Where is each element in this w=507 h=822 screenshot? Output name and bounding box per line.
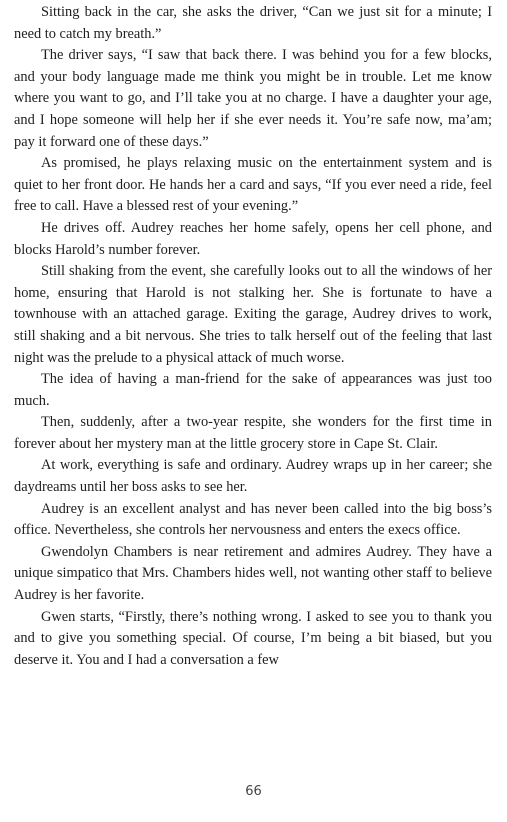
paragraph-6: The idea of having a man-friend for the sake of appearances was just too much. [14,371,492,409]
paragraph-7: Then, suddenly, after a two-year respite, she wonders for the first time in forever about her mystery man at the little grocery store in Cape St. Clair. [14,414,492,452]
paragraph-9: Audrey is an excellent analyst and has never been called into the big boss’s office. Nevertheless, she controls her nervousness and enters the execs office. [14,500,492,539]
paragraph-2: The driver says, “I saw that back there. I was behind you for a few blocks, and your body language made me think you might be in trouble. Let me know where you want to go, and I’ll take you at no charge. I have a daughter your age, and I hope someone will help her if she ever needs it. You’re safe now, ma’am; pay it forward one of these days.” [14,47,492,150]
paragraph-8: At work, everything is safe and ordinary. Audrey wraps up in her career; she daydreams until her boss asks to see her. [14,457,492,496]
paragraph-10: Gwendolyn Chambers is near retirement and admires Audrey. They have a unique simpatico that Mrs. Chambers hides well, not wanting other staff to believe Audrey is her favorite. [14,543,492,604]
paragraph-3: As promised, he plays relaxing music on the entertainment system and is quiet to her front door. He hands her a card and says, “If you ever need a ride, feel free to call. Have a blessed rest of your evening.” [14,155,492,215]
paragraph-11: Gwen starts, “Firstly, there’s nothing wrong. I asked to see you to thank you and to give you something special. Of course, I’m being a bit biased, but you deserve it. You and I had a conversation a few [14,608,492,668]
paragraph-1: Sitting back in the car, she asks the driver, “Can we just sit for a minute; I need to catch my breath.” [14,4,492,42]
paragraph-5: Still shaking from the event, she carefully looks out to all the windows of her home, ensuring that Harold is not stalking her. She is fortunate to have a townhouse with an attached garage. Exiting the garage, Audrey drives to work, still shaking and a bit nervous. She tries to talk herself out of the feeling that last night was the prelude to a physical attack of much worse. [14,263,492,366]
page-body [14,2,492,747]
paragraph-4: He drives off. Audrey reaches her home safely, opens her cell phone, and blocks Harold’s number forever. [14,219,492,258]
page-number: 66 [245,784,262,799]
